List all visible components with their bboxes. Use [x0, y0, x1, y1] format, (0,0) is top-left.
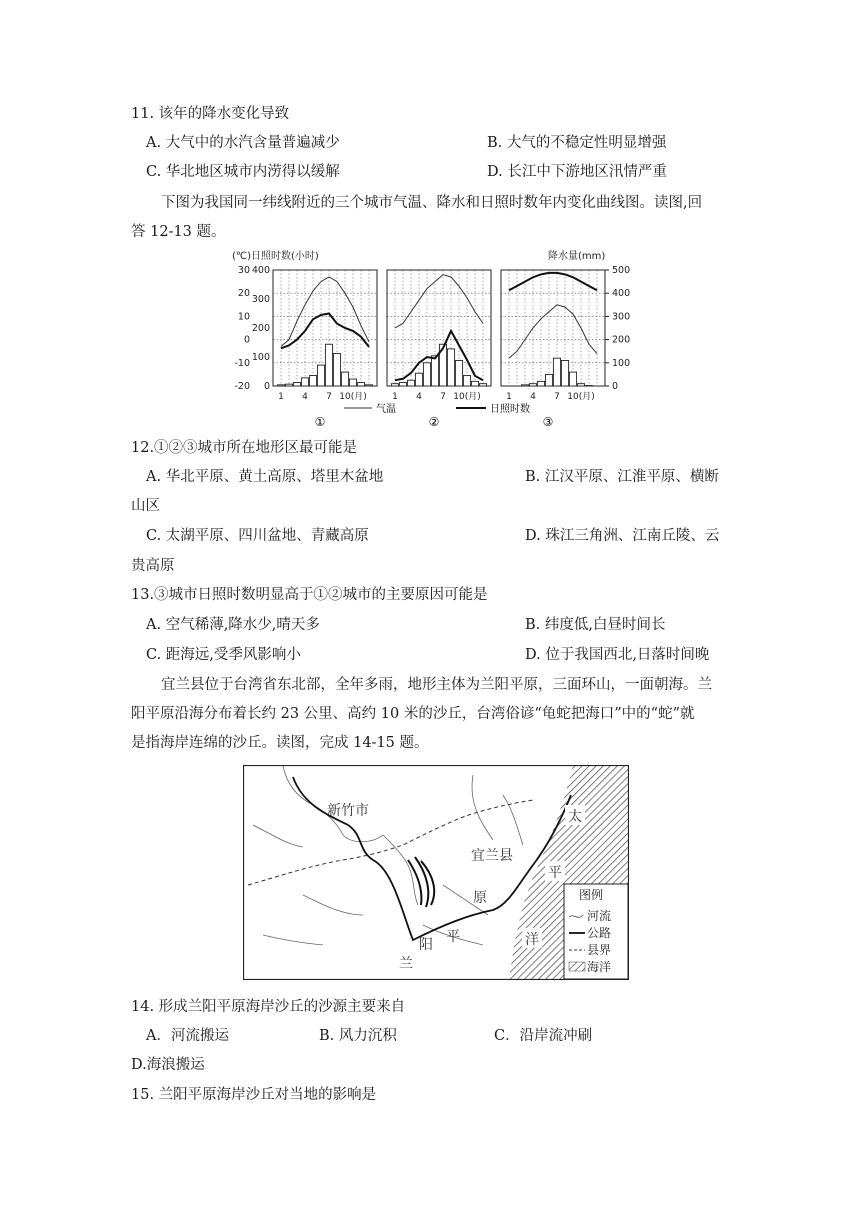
q14-option-c: C．沿岸流冲刷	[494, 1028, 593, 1044]
panel-label-1: ①	[314, 415, 326, 428]
precip-tick-label: 300	[612, 311, 631, 323]
ocean-char-2: 平	[548, 865, 562, 881]
legend-temp-label: 气温	[376, 404, 396, 415]
precip-bar	[545, 374, 552, 386]
precip-bar	[529, 384, 536, 386]
q12-option-b: B. 江汉平原、江淮平原、横断	[525, 469, 719, 485]
intro2-line1: 宜兰县位于台湾省东北部，全年多雨，地形主体为兰阳平原，三面环山，一面朝海。兰	[161, 677, 712, 693]
temp-tick-label: 10	[237, 311, 250, 323]
q12-option-c: C. 太湖平原、四川盆地、青藏高原	[146, 528, 369, 544]
month-tick-label: 1	[392, 392, 398, 402]
precip-bar	[537, 381, 544, 386]
precip-bar	[471, 381, 478, 386]
intro2-line3: 是指海岸连绵的沙丘。读图，完成 14-15 题。	[131, 735, 429, 751]
precip-bar	[317, 365, 324, 386]
temp-tick-label: 30	[237, 265, 250, 276]
precip-tick-label: 500	[612, 265, 631, 276]
precip-tick-label: 100	[612, 357, 631, 369]
precip-bar	[569, 372, 576, 386]
intro1-line2: 答 12-13 题。	[131, 224, 226, 240]
chart-panel-3	[501, 270, 605, 402]
precip-bar	[301, 378, 308, 386]
precip-bar	[463, 376, 470, 386]
ocean-char-1: 太	[568, 809, 582, 825]
q12-option-d-cont: 贵高原	[131, 558, 175, 574]
plain-char-1: 兰	[399, 956, 413, 972]
sunshine-tick-label: 300	[251, 294, 270, 305]
precip-bar	[577, 384, 584, 386]
precip-bar	[285, 384, 292, 386]
sunshine-tick-label: 0	[263, 381, 270, 392]
right-axis-title: 降水量(mm)	[548, 251, 606, 262]
precip-bar	[365, 385, 372, 386]
legend-ocean-label: 海洋	[587, 960, 612, 974]
q12-option-d: D. 珠江三角洲、江南丘陵、云	[525, 528, 720, 544]
precip-tick-label: 400	[612, 288, 631, 300]
temp-tick-label: -10	[234, 357, 250, 369]
q13-option-b: B. 纬度低,白昼时间长	[525, 617, 666, 633]
month-tick-label: 10(月)	[567, 392, 595, 402]
temp-tick-label: -20	[234, 381, 250, 392]
legend-sun-label: 日照时数	[490, 404, 530, 415]
panel-label-3: ③	[542, 415, 554, 428]
sunshine-tick-label: 200	[251, 323, 270, 334]
chart-panels	[273, 270, 605, 402]
legend-highway-label: 公路	[587, 926, 612, 940]
precip-bar	[553, 358, 560, 386]
month-tick-label: 7	[326, 392, 332, 402]
precip-bar	[349, 379, 356, 386]
q11-option-c: C. 华北地区城市内涝得以缓解	[146, 164, 340, 180]
q14-option-a: A．河流搬运	[146, 1028, 229, 1044]
precip-bar	[333, 354, 340, 386]
q13-option-d: D. 位于我国西北,日落时间晚	[525, 647, 710, 663]
right-axis	[605, 265, 630, 392]
precip-bar	[293, 383, 300, 386]
legend-river-label: 河流	[587, 909, 612, 923]
q12-option-a: A. 华北平原、黄土高原、塔里木盆地	[146, 469, 384, 485]
intro2-line2: 阳平原沿海分布着长约 23 公里、高约 10 米的沙丘，台湾俗谚“龟蛇把海口”中的“蛇”就	[131, 706, 695, 722]
month-tick-label: 1	[506, 392, 512, 402]
precip-bar	[325, 344, 332, 386]
precip-bar	[561, 360, 568, 386]
plain-char-4: 原	[473, 890, 487, 906]
precip-bar	[415, 373, 422, 386]
precip-tick-label: 200	[612, 334, 631, 346]
q14-option-d: D.海浪搬运	[131, 1057, 205, 1073]
precip-bar	[309, 376, 316, 386]
precip-bar	[341, 372, 348, 386]
month-tick-label: 4	[530, 392, 536, 402]
month-tick-label: 4	[302, 392, 308, 402]
precip-bar	[521, 385, 528, 386]
precip-bar	[277, 385, 284, 386]
q13-option-a: A. 空气稀薄,降水少,晴天多	[146, 617, 320, 633]
q15-stem: 15. 兰阳平原海岸沙丘对当地的影响是	[131, 1087, 377, 1103]
sunshine-tick-label: 400	[251, 265, 270, 276]
chart-panel-2	[387, 270, 491, 402]
legend-border-label: 县界	[587, 943, 612, 957]
q11-option-a: A. 大气中的水汽含量普遍减少	[146, 135, 340, 151]
sunshine-tick-label: 100	[251, 352, 270, 363]
panel-label-2: ②	[428, 415, 440, 428]
q14-stem: 14. 形成兰阳平原海岸沙丘的沙源主要来自	[131, 999, 406, 1015]
precip-bar	[431, 356, 438, 386]
yilan-map	[243, 765, 629, 980]
precip-bar	[447, 349, 454, 386]
city-label: 新竹市	[327, 803, 369, 819]
precip-bar	[407, 380, 414, 386]
map-legend	[564, 884, 628, 979]
left-axis-title: (℃)日照时数(小时)	[232, 251, 319, 262]
climate-figure	[0, 248, 860, 428]
precip-bar	[391, 384, 398, 386]
temp-tick-label: 0	[243, 334, 250, 346]
precip-bar	[357, 383, 364, 386]
q14-option-b: B. 风力沉积	[319, 1028, 397, 1044]
plain-char-2: 阳	[419, 937, 433, 953]
temp-tick-label: 20	[237, 288, 250, 300]
plain-char-3: 平	[446, 929, 460, 945]
month-tick-label: 7	[554, 392, 560, 402]
month-tick-label: 10(月)	[339, 392, 367, 402]
q12-stem: 12.①②③城市所在地形区最可能是	[131, 440, 358, 456]
q13-stem: 13.③城市日照时数明显高于①②城市的主要原因可能是	[131, 587, 488, 603]
q13-option-c: C. 距海远,受季风影响小	[146, 647, 301, 663]
month-tick-label: 1	[278, 392, 284, 402]
precip-bar	[399, 383, 406, 386]
q11-stem: 11. 该年的降水变化导致	[131, 106, 290, 122]
legend-title: 图例	[579, 888, 604, 902]
q11-option-d: D. 长江中下游地区汛情严重	[487, 164, 667, 180]
q12-option-b-cont: 山区	[131, 498, 160, 514]
chart-panel-1	[273, 270, 377, 402]
precip-bar	[455, 360, 462, 386]
month-tick-label: 7	[440, 392, 446, 402]
ocean-char-3: 洋	[525, 932, 539, 948]
precip-bar	[423, 363, 430, 386]
county-label: 宜兰县	[471, 848, 513, 864]
q11-option-b: B. 大气的不稳定性明显增强	[487, 135, 667, 151]
left-axis	[234, 265, 270, 392]
month-tick-label: 4	[416, 392, 422, 402]
precip-bar	[479, 384, 486, 386]
month-tick-label: 10(月)	[453, 392, 481, 402]
precip-tick-label: 0	[612, 381, 619, 392]
intro1-line1: 下图为我国同一纬线附近的三个城市气温、降水和日照时数年内变化曲线图。读图,回	[161, 195, 703, 211]
